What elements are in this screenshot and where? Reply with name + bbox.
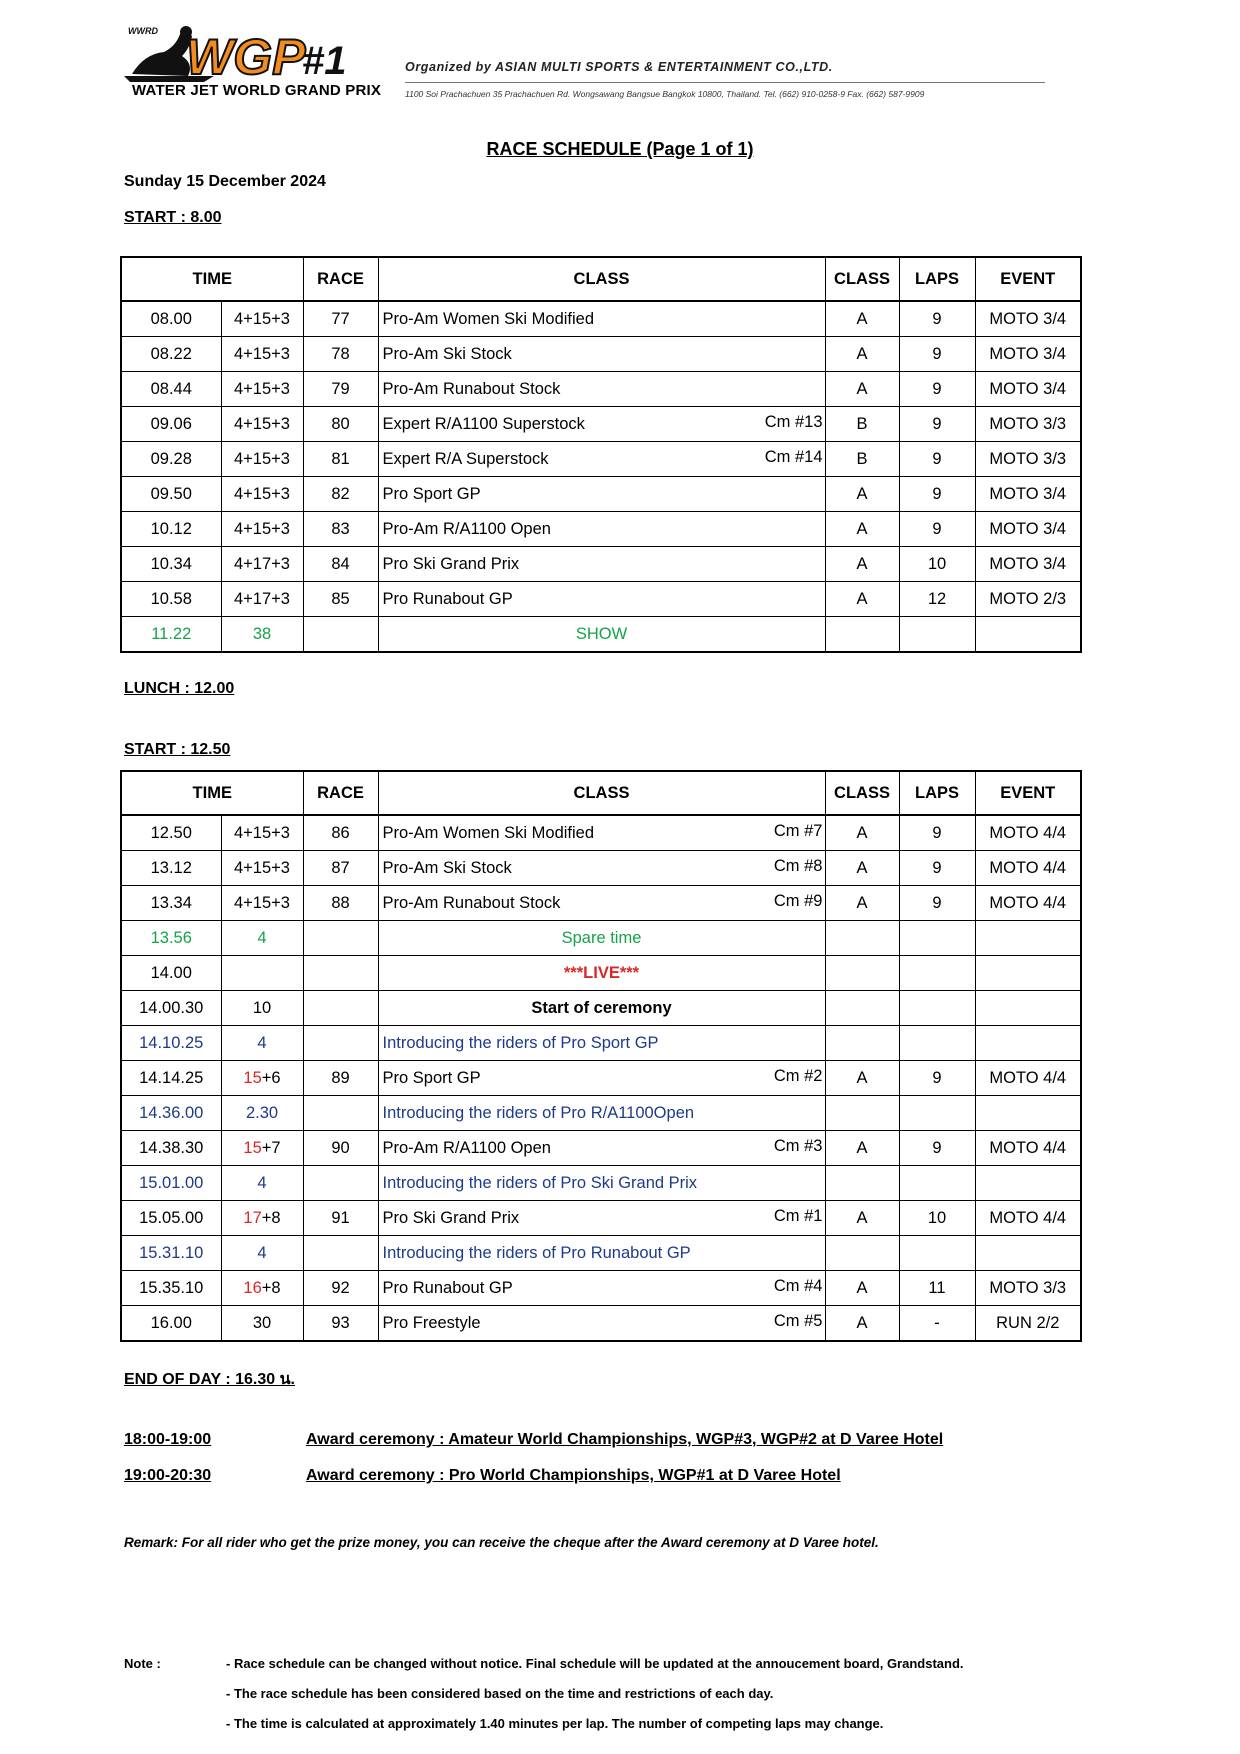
cell-laps: 9 [899, 477, 975, 512]
cell-event: MOTO 4/4 [975, 851, 1081, 886]
cell-class [378, 442, 825, 477]
duration-race-part: 15 [243, 1068, 262, 1087]
table-row [121, 547, 1081, 582]
class-name: ***LIVE*** [563, 963, 640, 982]
cell-event: MOTO 3/3 [975, 1271, 1081, 1306]
logo-small-text: WWRD [128, 26, 158, 36]
cell-grade: A [825, 1131, 899, 1166]
duration-race-part: 17 [243, 1208, 262, 1227]
cell-grade: A [825, 1061, 899, 1096]
commission-number: Cm #1 [773, 1207, 823, 1225]
cell-laps [899, 956, 975, 991]
cell-duration: 4+17+3 [221, 547, 303, 582]
cell-laps: 9 [899, 1061, 975, 1096]
cell-race: 81 [303, 442, 378, 477]
organizer: Organized by ASIAN MULTI SPORTS & ENTERTAINMENT CO.,LTD. [405, 60, 833, 74]
class-name: Pro Runabout GP [382, 589, 513, 608]
award-time-1: 18:00-19:00 [124, 1431, 212, 1448]
cell-laps: - [899, 1306, 975, 1342]
class-name: Pro-Am Ski Stock [382, 858, 512, 877]
cell-class [378, 815, 825, 851]
table-row [121, 1236, 1081, 1271]
cell-event [975, 1236, 1081, 1271]
cell-event: MOTO 3/4 [975, 337, 1081, 372]
table-row [121, 1306, 1081, 1342]
jet-ski-logo-icon [124, 24, 394, 84]
table-row [121, 407, 1081, 442]
cell-time: 14.36.00 [121, 1096, 221, 1131]
schedule-table-afternoon [120, 770, 1082, 1342]
cell-laps [899, 1236, 975, 1271]
commission-number: Cm #8 [773, 857, 823, 875]
cell-duration: 30 [221, 1306, 303, 1342]
col-laps: LAPS [899, 257, 975, 301]
class-name: Pro-Am Ski Stock [382, 344, 512, 363]
cell-class [378, 301, 825, 337]
cell-event: MOTO 4/4 [975, 886, 1081, 921]
table-row [121, 1271, 1081, 1306]
cell-laps: 9 [899, 442, 975, 477]
cell-race: 82 [303, 477, 378, 512]
commission-number: Cm #4 [773, 1277, 823, 1295]
table-row [121, 512, 1081, 547]
cell-race: 84 [303, 547, 378, 582]
cell-grade [825, 991, 899, 1026]
cell-event: MOTO 4/4 [975, 1061, 1081, 1096]
cell-race [303, 1236, 378, 1271]
cell-race: 86 [303, 815, 378, 851]
commission-number: Cm #5 [773, 1312, 823, 1330]
col-time: TIME [121, 257, 303, 301]
class-name: Pro-Am Runabout Stock [382, 379, 561, 398]
svg-text:#1: #1 [302, 39, 347, 83]
cell-race: 85 [303, 582, 378, 617]
cell-grade: A [825, 372, 899, 407]
cell-grade [825, 1096, 899, 1131]
cell-event [975, 1166, 1081, 1201]
table-row [121, 956, 1081, 991]
cell-event: MOTO 3/3 [975, 407, 1081, 442]
cell-class [378, 1271, 825, 1306]
cell-race [303, 921, 378, 956]
note-item-1: - Race schedule can be changed without notice. Final schedule will be updated at the annoucement board, Grandstand. [226, 1656, 964, 1671]
award-text-2: Award ceremony : Pro World Championships, WGP#1 at D Varee Hotel [306, 1467, 841, 1484]
cell-race [303, 956, 378, 991]
cell-grade [825, 1166, 899, 1201]
cell-time: 13.12 [121, 851, 221, 886]
cell-time: 16.00 [121, 1306, 221, 1342]
table-row [121, 477, 1081, 512]
cell-grade: B [825, 442, 899, 477]
cell-duration [221, 1271, 303, 1306]
class-name: Pro Sport GP [382, 1068, 481, 1087]
cell-laps: 9 [899, 512, 975, 547]
note-item-2: - The race schedule has been considered based on the time and restrictions of each day. [226, 1686, 774, 1701]
table-row [121, 921, 1081, 956]
cell-class [378, 1026, 825, 1061]
cell-time: 14.14.25 [121, 1061, 221, 1096]
cell-laps: 10 [899, 1201, 975, 1236]
class-name: Expert R/A1100 Superstock [382, 414, 585, 433]
award-text-1: Award ceremony : Amateur World Championships, WGP#3, WGP#2 at D Varee Hotel [306, 1431, 944, 1448]
cell-class [378, 337, 825, 372]
cell-laps: 9 [899, 337, 975, 372]
commission-number: Cm #3 [773, 1137, 823, 1155]
class-name: Pro Ski Grand Prix [382, 1208, 520, 1227]
cell-race: 78 [303, 337, 378, 372]
class-name: Pro Freestyle [382, 1313, 481, 1332]
cell-event: MOTO 2/3 [975, 582, 1081, 617]
col-class: CLASS [378, 771, 825, 815]
cell-laps: 9 [899, 815, 975, 851]
cell-time: 14.00 [121, 956, 221, 991]
col-time: TIME [121, 771, 303, 815]
cell-laps [899, 991, 975, 1026]
cell-class [378, 921, 825, 956]
table-row [121, 815, 1081, 851]
cell-laps [899, 1026, 975, 1061]
cell-grade: A [825, 477, 899, 512]
cell-event: MOTO 4/4 [975, 1201, 1081, 1236]
cell-time: 11.22 [121, 617, 221, 653]
table-row [121, 1096, 1081, 1131]
cell-class [378, 1061, 825, 1096]
class-name: SHOW [575, 624, 628, 643]
cell-class [378, 407, 825, 442]
table-row [121, 1131, 1081, 1166]
class-name: Start of ceremony [531, 998, 672, 1017]
cell-duration: 4+15+3 [221, 477, 303, 512]
cell-grade [825, 956, 899, 991]
cell-class [378, 372, 825, 407]
commission-number: Cm #2 [773, 1067, 823, 1085]
cell-laps: 9 [899, 372, 975, 407]
cell-duration: 4+15+3 [221, 512, 303, 547]
table-row [121, 886, 1081, 921]
cell-time: 10.34 [121, 547, 221, 582]
award-time-2: 19:00-20:30 [124, 1467, 212, 1484]
cell-class [378, 547, 825, 582]
cell-event [975, 1096, 1081, 1131]
cell-laps: 11 [899, 1271, 975, 1306]
cell-time: 08.00 [121, 301, 221, 337]
col-class-grade: CLASS [825, 771, 899, 815]
cell-time: 14.10.25 [121, 1026, 221, 1061]
col-class-grade: CLASS [825, 257, 899, 301]
table-header-row [121, 257, 1081, 301]
cell-time: 10.58 [121, 582, 221, 617]
class-name: Pro-Am R/A1100 Open [382, 519, 551, 538]
cell-time: 15.35.10 [121, 1271, 221, 1306]
table-row [121, 337, 1081, 372]
note-item-3: - The time is calculated at approximately 1.40 minutes per lap. The number of competing laps may change. [226, 1716, 884, 1731]
cell-race: 88 [303, 886, 378, 921]
cell-grade [825, 921, 899, 956]
table-row [121, 991, 1081, 1026]
table-row [121, 442, 1081, 477]
cell-duration: 4 [221, 1236, 303, 1271]
class-name: Introducing the riders of Pro Ski Grand Prix [382, 1173, 698, 1192]
remark-text: Remark: For all rider who get the prize money, you can receive the cheque after the Award ceremony at D Varee hotel. [124, 1535, 879, 1550]
class-name: Pro Sport GP [382, 484, 481, 503]
cell-class [378, 512, 825, 547]
class-name: Pro-Am Runabout Stock [382, 893, 561, 912]
cell-time: 08.22 [121, 337, 221, 372]
cell-race: 87 [303, 851, 378, 886]
class-name: Pro Runabout GP [382, 1278, 513, 1297]
table-row [121, 582, 1081, 617]
col-race: RACE [303, 257, 378, 301]
cell-event: RUN 2/2 [975, 1306, 1081, 1342]
duration-extra-part: +8 [261, 1208, 281, 1227]
commission-number: Cm #14 [764, 448, 823, 466]
table-row [121, 372, 1081, 407]
cell-duration: 4+15+3 [221, 851, 303, 886]
cell-class [378, 1236, 825, 1271]
commission-number: Cm #13 [764, 413, 823, 431]
cell-time: 10.12 [121, 512, 221, 547]
cell-grade: A [825, 851, 899, 886]
cell-time: 14.00.30 [121, 991, 221, 1026]
cell-class [378, 1306, 825, 1342]
cell-grade: A [825, 512, 899, 547]
cell-class [378, 582, 825, 617]
cell-duration: 4+15+3 [221, 337, 303, 372]
cell-event: MOTO 3/4 [975, 512, 1081, 547]
cell-duration [221, 956, 303, 991]
cell-duration: 4+15+3 [221, 815, 303, 851]
schedule-date: Sunday 15 December 2024 [124, 173, 326, 190]
cell-grade: A [825, 815, 899, 851]
cell-event [975, 617, 1081, 653]
cell-grade [825, 617, 899, 653]
cell-event [975, 991, 1081, 1026]
class-name: Introducing the riders of Pro Runabout GP [382, 1243, 691, 1262]
cell-grade [825, 1236, 899, 1271]
cell-laps: 9 [899, 301, 975, 337]
cell-duration: 4+15+3 [221, 301, 303, 337]
cell-duration: 10 [221, 991, 303, 1026]
cell-grade: A [825, 1271, 899, 1306]
cell-duration: 4 [221, 921, 303, 956]
cell-event: MOTO 3/4 [975, 477, 1081, 512]
cell-class [378, 1166, 825, 1201]
cell-class [378, 1096, 825, 1131]
cell-laps [899, 1096, 975, 1131]
cell-duration: 2.30 [221, 1096, 303, 1131]
col-event: EVENT [975, 771, 1081, 815]
cell-race: 80 [303, 407, 378, 442]
cell-class [378, 617, 825, 653]
class-name: Introducing the riders of Pro R/A1100Open [382, 1103, 695, 1122]
cell-class [378, 991, 825, 1026]
cell-event: MOTO 3/3 [975, 442, 1081, 477]
cell-duration: 4+15+3 [221, 442, 303, 477]
class-name: Introducing the riders of Pro Sport GP [382, 1033, 659, 1052]
cell-time: 14.38.30 [121, 1131, 221, 1166]
cell-grade: B [825, 407, 899, 442]
start-time-2: START : 12.50 [124, 741, 231, 758]
cell-race: 93 [303, 1306, 378, 1342]
organizer-address: 1100 Soi Prachachuen 35 Prachachuen Rd. Wongsawang Bangsue Bangkok 10800, Thailand. Tel. (662) 910-0258-9 Fax. (662) 587-9909 [405, 89, 925, 99]
cell-event: MOTO 3/4 [975, 301, 1081, 337]
table-row [121, 851, 1081, 886]
table-header-row [121, 771, 1081, 815]
cell-race [303, 617, 378, 653]
table-row [121, 1061, 1081, 1096]
class-name: Expert R/A Superstock [382, 449, 549, 468]
duration-extra-part: +8 [261, 1278, 281, 1297]
commission-number: Cm #7 [773, 822, 823, 840]
table-row [121, 301, 1081, 337]
cell-grade: A [825, 337, 899, 372]
class-name: Pro Ski Grand Prix [382, 554, 520, 573]
cell-time: 13.34 [121, 886, 221, 921]
cell-event: MOTO 3/4 [975, 547, 1081, 582]
commission-number: Cm #9 [773, 892, 823, 910]
cell-grade: A [825, 582, 899, 617]
cell-duration [221, 1131, 303, 1166]
cell-time: 13.56 [121, 921, 221, 956]
duration-race-part: 16 [243, 1278, 262, 1297]
cell-race: 91 [303, 1201, 378, 1236]
col-race: RACE [303, 771, 378, 815]
cell-duration: 4+17+3 [221, 582, 303, 617]
cell-duration: 4+15+3 [221, 372, 303, 407]
cell-laps [899, 921, 975, 956]
cell-race: 92 [303, 1271, 378, 1306]
cell-class [378, 956, 825, 991]
col-laps: LAPS [899, 771, 975, 815]
page-title: RACE SCHEDULE (Page 1 of 1) [486, 139, 754, 159]
cell-duration: 38 [221, 617, 303, 653]
cell-event [975, 921, 1081, 956]
cell-laps: 12 [899, 582, 975, 617]
cell-race [303, 1096, 378, 1131]
table-row [121, 1201, 1081, 1236]
cell-grade: A [825, 1201, 899, 1236]
cell-laps: 9 [899, 851, 975, 886]
cell-race: 79 [303, 372, 378, 407]
cell-duration [221, 1061, 303, 1096]
table-row [121, 1026, 1081, 1061]
class-name: Pro-Am Women Ski Modified [382, 309, 595, 328]
cell-event [975, 1026, 1081, 1061]
cell-laps [899, 617, 975, 653]
cell-duration [221, 1201, 303, 1236]
cell-race: 89 [303, 1061, 378, 1096]
table-row [121, 1166, 1081, 1201]
cell-grade: A [825, 886, 899, 921]
cell-time: 09.06 [121, 407, 221, 442]
start-time-1: START : 8.00 [124, 209, 222, 226]
cell-class [378, 886, 825, 921]
cell-time: 15.05.00 [121, 1201, 221, 1236]
cell-class [378, 851, 825, 886]
cell-duration: 4 [221, 1026, 303, 1061]
cell-class [378, 1201, 825, 1236]
cell-event: MOTO 3/4 [975, 372, 1081, 407]
svg-text:WGP: WGP [186, 29, 306, 84]
wgp-logo [124, 24, 394, 102]
cell-laps [899, 1166, 975, 1201]
cell-laps: 9 [899, 407, 975, 442]
col-event: EVENT [975, 257, 1081, 301]
cell-duration: 4+15+3 [221, 407, 303, 442]
cell-grade: A [825, 301, 899, 337]
cell-race [303, 1026, 378, 1061]
cell-time: 15.31.10 [121, 1236, 221, 1271]
class-name: Pro-Am Women Ski Modified [382, 823, 595, 842]
col-class: CLASS [378, 257, 825, 301]
logo-subtitle: WATER JET WORLD GRAND PRIX [132, 82, 382, 99]
cell-race [303, 991, 378, 1026]
class-name: Pro-Am R/A1100 Open [382, 1138, 551, 1157]
cell-time: 09.28 [121, 442, 221, 477]
cell-duration: 4+15+3 [221, 886, 303, 921]
table-row [121, 617, 1081, 653]
cell-class [378, 1131, 825, 1166]
cell-race: 83 [303, 512, 378, 547]
cell-time: 08.44 [121, 372, 221, 407]
cell-event: MOTO 4/4 [975, 1131, 1081, 1166]
end-of-day: END OF DAY : 16.30 น. [124, 1371, 295, 1388]
cell-race [303, 1166, 378, 1201]
duration-extra-part: +7 [261, 1138, 281, 1157]
cell-race: 77 [303, 301, 378, 337]
cell-laps: 10 [899, 547, 975, 582]
cell-class [378, 477, 825, 512]
cell-event: MOTO 4/4 [975, 815, 1081, 851]
cell-time: 12.50 [121, 815, 221, 851]
class-name: Spare time [561, 928, 642, 947]
lunch-time: LUNCH : 12.00 [124, 680, 235, 697]
duration-race-part: 15 [243, 1138, 262, 1157]
cell-laps: 9 [899, 886, 975, 921]
note-label: Note : [124, 1656, 161, 1671]
cell-grade: A [825, 1306, 899, 1342]
cell-grade [825, 1026, 899, 1061]
header-divider [405, 82, 1045, 83]
cell-duration: 4 [221, 1166, 303, 1201]
cell-time: 09.50 [121, 477, 221, 512]
cell-event [975, 956, 1081, 991]
duration-extra-part: +6 [261, 1068, 281, 1087]
cell-race: 90 [303, 1131, 378, 1166]
cell-grade: A [825, 547, 899, 582]
cell-laps: 9 [899, 1131, 975, 1166]
schedule-table-morning [120, 256, 1082, 653]
cell-time: 15.01.00 [121, 1166, 221, 1201]
